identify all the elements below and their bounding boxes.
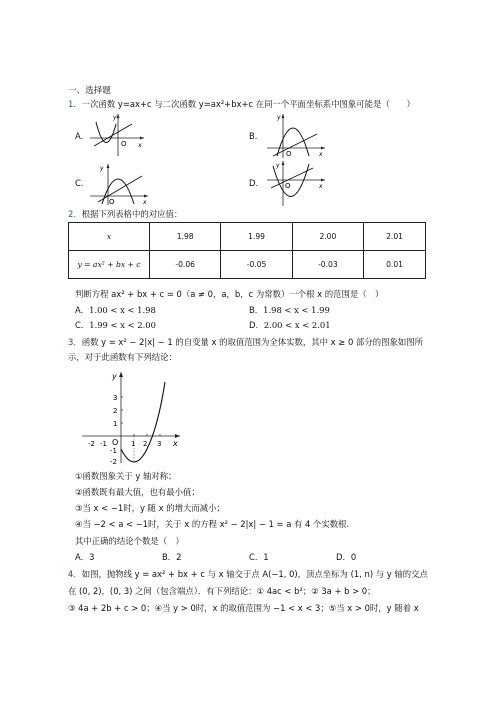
choice-letter: A． [75, 552, 90, 562]
table-cell: y = ax² + bx + c [69, 251, 150, 279]
table-cell: 2.00 [292, 223, 363, 251]
question-2-prompt: 判断方程 ax² + bx + c = 0（a ≠ 0，a，b，c 为常数）一个根 x 的范围是（ ） [75, 289, 384, 299]
table-cell: -0.03 [292, 251, 363, 279]
question-4-line-3: ③ 4a + 2b + c > 0；④当 y > 0时，x 的取值范围为 −1 < x < 3；⑤当 x > 0时，y 随着 x [68, 603, 419, 613]
question-text-line-1: 如图，抛物线 y = ax² + bx + c 与 x 轴交于点 A(−1, 0)，顶点坐标为 (1, n) 与 y 轴的交点 [81, 569, 428, 579]
y-tick-label: 1 [113, 420, 118, 428]
axis-label-x: x [173, 439, 178, 448]
origin-label: O [286, 150, 292, 158]
table-cell: 1.98 [150, 223, 221, 251]
x-tick-label: -2 [88, 440, 95, 448]
y-tick-label: -1 [110, 447, 117, 455]
choice-a [75, 551, 94, 563]
choice-text: 2.00 < x < 2.01 [263, 320, 331, 330]
option-letter-d: D． [249, 178, 264, 188]
axis-label-x: x [319, 151, 323, 158]
option-letter-a: A． [75, 131, 90, 141]
question-4-line-2: 在 (0, 2)，(0, 3) 之间（包含端点）．有下列结论：① 4ac < b²；② 3a + b > 0； [68, 586, 376, 596]
axis-label-y: y [100, 165, 104, 172]
y-tick-label: -2 [110, 458, 117, 466]
choice-text: 1.00 < x < 1.98 [89, 305, 156, 315]
value-table [68, 222, 426, 279]
question-2 [68, 208, 182, 220]
choice-letter: B． [162, 552, 177, 562]
question-3 [68, 336, 423, 348]
q3-function-graph [80, 368, 184, 466]
choice-b [162, 551, 181, 563]
axis-label-y: y [113, 114, 117, 121]
table-cell: 0.01 [364, 251, 426, 279]
statement-1: ①函数图象关于 y 轴对称； [75, 471, 177, 481]
choice-letter: C． [249, 552, 264, 562]
choice-text: 1 [263, 552, 269, 562]
x-tick-label: -1 [100, 440, 107, 448]
table-cell: -0.06 [150, 251, 221, 279]
section-title: 一、选择题 [68, 86, 111, 96]
question-number: 4． [68, 569, 82, 579]
option-letter-b: B． [249, 131, 264, 141]
table-row [69, 223, 426, 251]
choice-b [249, 304, 330, 316]
choice-text: 1.98 < x < 1.99 [263, 305, 330, 315]
choice-letter: A． [75, 305, 90, 315]
axis-label-x: x [319, 183, 323, 190]
y-tick-label: 3 [113, 394, 118, 402]
option-a-graph [88, 110, 146, 158]
origin-label: O [109, 198, 115, 206]
question-text: 根据下列表格中的对应值： [81, 209, 183, 219]
x-tick-label: 3 [157, 440, 162, 448]
question-number: 1． [68, 99, 82, 109]
choice-letter: D． [336, 552, 351, 562]
choice-a [75, 304, 156, 316]
question-number: 3． [68, 337, 82, 347]
axis-label-y: y [276, 162, 280, 169]
question-1 [68, 98, 415, 110]
axis-label-x: x [143, 199, 147, 206]
option-c-graph [88, 160, 150, 206]
choice-text: 3 [89, 552, 95, 562]
statement-3: ③当 x < −1时，y 随 x 的增大而减小； [75, 503, 225, 513]
origin-label: O [112, 438, 119, 447]
question-4 [68, 568, 428, 580]
origin-label: O [285, 182, 291, 190]
choice-letter: C． [75, 320, 90, 330]
table-row [69, 251, 426, 279]
question-text-line-1: 函数 y = x² − 2|x| − 1 的自变量 x 的取值范围为全体实数，其中 x ≥ 0 部分的图象如图所 [81, 337, 423, 347]
option-letter-c: C． [75, 178, 90, 188]
axis-label-y: y [277, 114, 281, 121]
x-tick-label: 2 [143, 440, 148, 448]
y-tick-label: 2 [113, 407, 118, 415]
choice-d [249, 319, 331, 331]
choice-c [249, 551, 269, 563]
option-b-graph [265, 110, 327, 160]
choice-c [75, 319, 156, 331]
question-text: 一次函数 y=ax+c 与二次函数 y=ax²+bx+c 在同一个平面坐标系中图象可能是（ ） [81, 99, 415, 109]
choice-text: 1.99 < x < 2.00 [89, 320, 156, 330]
choice-text: 2 [176, 552, 182, 562]
axis-label-x: x [138, 142, 142, 149]
table-cell: 2.01 [364, 223, 426, 251]
choice-letter: B． [249, 305, 264, 315]
question-3-prompt: 其中正确的结论个数是（ ） [75, 536, 184, 546]
option-d-graph [265, 158, 327, 208]
statement-4: ④当 −2 < a < −1时，关于 x 的方程 x² − 2|x| − 1 = a 有 4 个实数根. [75, 519, 350, 529]
origin-label: O [121, 140, 127, 148]
statement-2: ②函数既有最大值，也有最小值； [75, 487, 200, 497]
table-cell: 1.99 [221, 223, 292, 251]
choice-text: 0 [350, 552, 357, 562]
x-tick-label: 1 [131, 440, 136, 448]
table-cell: x [69, 223, 150, 251]
table-cell: -0.05 [221, 251, 292, 279]
question-3-line-2: 示，对于此函数有下列结论： [68, 352, 177, 362]
axis-label-y: y [112, 372, 117, 381]
question-number: 2． [68, 209, 82, 219]
choice-d [336, 551, 356, 563]
choice-letter: D． [249, 320, 264, 330]
